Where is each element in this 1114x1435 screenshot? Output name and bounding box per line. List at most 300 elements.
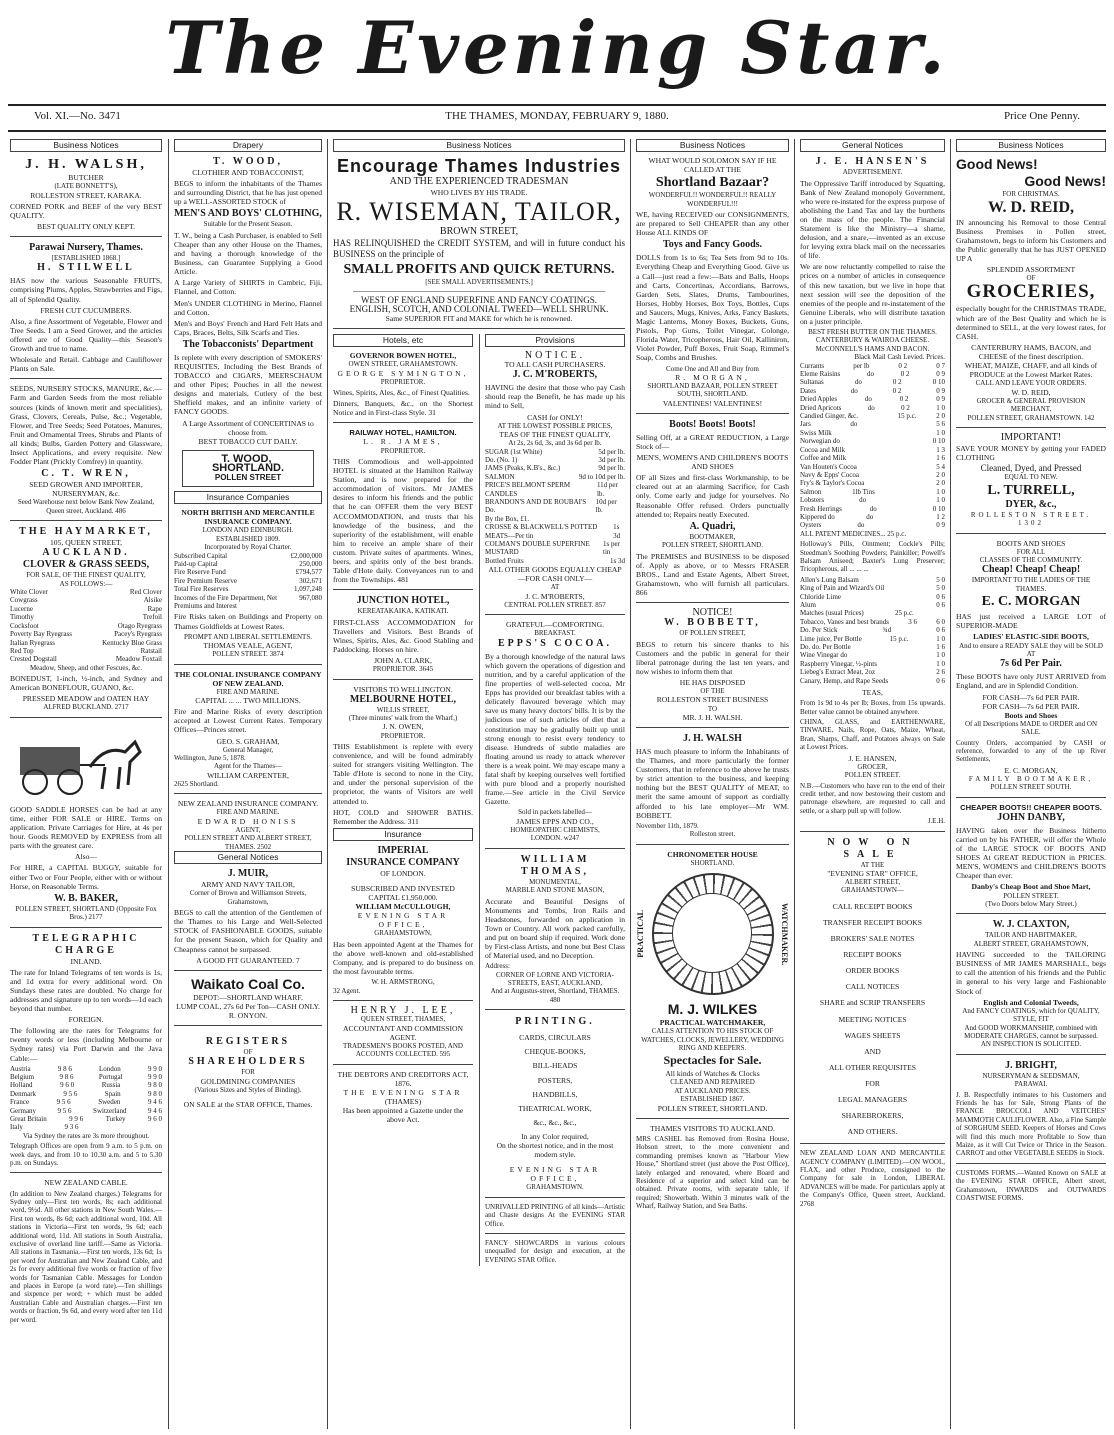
price-row-cell: 11d per lb. [596,481,618,498]
advertiser-name: W. D. REID, [987,198,1075,216]
address: OWEN STREET, GRAHAMSTOWN. [348,360,458,369]
ad-text: Via Sydney the rates are 3s more throughout. [22,1131,150,1140]
price-row-cell: Candied Ginger, &c. [800,412,859,421]
ad-text: Telegraph Offices are open from 9 a.m. to 5 p.m. on week days, and from 10 to 10.30 a.m. and 5 to 5.30 p.m. on Sundays. [10,1142,162,1168]
ad-text: LADIES' ELASTIC-SIDE BOOTS, [973,632,1089,642]
price-table [800,362,945,530]
sale-item: TRANSFER RECEIPT BOOKS [822,917,923,927]
ad-text: SUBSCRIBED AND INVESTED [351,883,455,893]
address: GRAHAMSTOWN. [526,1183,584,1192]
capital-row-cell: Subscribed Capital [174,551,228,560]
ad-text: AT AUCKLAND PRICES. [674,1086,751,1095]
ad-text: AS FOLLOWS:— [59,579,113,588]
ad-title: REGISTERS [205,1036,291,1047]
price-row-cell: 2 6 [936,668,945,677]
advertiser-name: JAMES EPPS AND CO., [516,816,594,826]
ad-text: especially bought for the CHRISTMAS TRADE, which are of the Best Quality and which he is determined to SELL, at the very lowest rates, for CASH. [956,304,1106,341]
ad-text: SAVE YOUR MONEY by getting your FADED CLOTHING [956,444,1106,463]
trade: BUTCHER [68,173,104,183]
capital-row-cell: £794,577 [295,568,322,577]
ad-text: THIS Establishment is replete with every convenience, and will be found admirably suited for strangers visiting Wellington. The Table d'Hote is second to none in the City, and under the personal supervision of the proprietor, the wants of Visitors are well attended to. [333,741,473,806]
ad-text: Sold in packets labelled— [518,808,592,817]
price-row-cell: 0 2 [892,378,902,387]
role: AGENT, [235,825,261,834]
capital-row [174,577,322,585]
hotel-name: JUNCTION HOTEL, [356,595,450,607]
sale-item: BROKERS' SALE NOTES [830,934,915,944]
price-row [800,420,945,428]
rate-row [10,1098,162,1106]
seed-row-cell: Crested Dogstail [10,655,57,664]
printing-list [485,1033,625,1127]
note: (LATE BONNETT'S), [54,182,118,191]
price-row-cell: Dried Apples [800,395,838,404]
role: PROPRIETOR. [380,731,426,740]
price-row-cell: Fresh Herrings [800,504,842,513]
ad-title: NOTICE! [692,607,733,619]
price-row [485,540,625,557]
price-row-cell: 0 9 [936,521,945,530]
trade: TAILOR AND HABITMAKER, [985,931,1077,940]
price-row [485,464,625,472]
ad-text: BONEDUST, 1-inch, ½-inch, and Sydney and American BONEFLOUR, GUANO, &c. [10,674,162,693]
rate-table [10,1065,162,1132]
address: CORNER OF LORNE AND VICTORIA-STREETS, EAST, AUCKLAND, [496,970,614,987]
price-row-cell: Jars [800,420,811,429]
rate-row-cell: 9 8 0 [147,1089,162,1098]
price-row [800,660,945,668]
price-row-cell: 1lb Tins [852,487,875,496]
capital-row [174,585,322,593]
ad-text: Is replete with every description of SMOKERS' REQUISITES, Including the Best Brands of TOBACCO and CIGARS, MEERSCHAUM and other Pipes; Pouches in all the newest designs and materials, Cutlery of the best Sheffield makes, and an infinite variety of FANCY GOODS. [174,352,322,417]
ad-text: HE HAS DISPOSED [679,677,746,687]
ad-text: Selling Off, at a GREAT REDUCTION, a Large Stock of— [636,432,789,451]
price-row-cell: 1 0 [936,428,945,437]
rate-row-cell: Spain [104,1089,121,1098]
ad-text: PROMPT AND LIBERAL SETTLEMENTS. [184,632,312,641]
ad-text: OF THE [700,687,725,695]
proprietor-name: L. R. JAMES, [363,437,443,447]
seed-row-cell: Poverty Bay Ryegrass [10,630,72,639]
rate-row-cell: 9 9 0 [148,1064,162,1073]
ad-text: CALLS ATTENTION TO HIS STOCK OF [651,1027,774,1036]
price-row-cell: do [850,420,858,429]
ad-text: BEST TOBACCO CUT DAILY. [198,436,298,446]
ad-text: Wholesale and Retail. Cabbage and Cauliflower Plants on Sale. [10,355,162,374]
ad-text: "EVENING STAR" OFFICE, [827,868,918,878]
ad-title: EPPS'S COCOA. [497,637,612,649]
printing-item: CARDS, CIRCULARS [519,1033,591,1043]
ad-text: NEW ZEALAND LOAN AND MERCANTILE AGENCY COMPANY (LIMITED).—ON WOOL, FLAX, and other Produce, consigned to the Company for sale in London, LIBERAL ADVANCES will be made. For particulars apply at the Company's Office, Queen street, Auckland. 2768 [800,1149,945,1208]
address: Corner of Brown and Williamson Streets, Grahamstown, [189,889,307,906]
ad-text: (Various Sizes and Styles of Binding). [194,1085,302,1094]
ad-text: OF all Sizes and first-class Workmanship, to be cleared out at an alarming Sacrifice, for Cash only. Come early and judge for yourselves. No Reasonable Offer refused. Orders punctually attended to; Repairs neatly Executed. [636,473,789,519]
capital-row-cell: Total Fire Reserves [174,585,229,594]
ad-title: CHRONOMETER HOUSE [667,849,758,859]
divider [174,1025,322,1026]
sale-item: ALL OTHER REQUISITES [828,1062,917,1072]
rate-row-cell: 9 5 6 [57,1106,72,1115]
price-row [800,601,945,609]
divider [333,589,473,590]
ad-text: TEAS OF THE FINEST QUALITY, [499,430,611,440]
ad-text: A GOOD FIT GUARANTEED. 7 [196,955,300,965]
divider [485,1233,625,1234]
ad-text: CALL AND LEAVE YOUR ORDERS. [975,379,1087,388]
ad-title: Spectacles for Sale. [663,1053,762,1068]
price-row-cell: 0 6 [936,626,945,635]
role: PROPRIETOR. [380,446,426,455]
divider [174,664,322,665]
price-row-cell: 0 6 [936,601,945,609]
ad-text: ON SALE at the STAR OFFICE, Thames. [183,1100,313,1110]
ad-title: Danby's Cheap Boot and Shoe Mart, [971,882,1091,892]
ad-text: All kinds of Watches & Clocks [665,1069,760,1079]
price-row [800,584,945,592]
price-row [800,471,945,479]
ad-headline: Good News! [1024,173,1106,190]
ad-text: Agent for the Thames— [213,762,283,771]
price-row-cell: Norwegian do [800,437,840,446]
seed-row [10,655,162,663]
seed-row [10,605,162,613]
sale-item: CALL RECEIPT BOOKS [832,901,913,911]
divider [956,1054,1106,1055]
ad-title: CHEAPER BOOTS!! CHEAPER BOOTS. [960,802,1102,812]
advertiser-name: W. B. BAKER, [54,892,118,904]
price-row-cell: Kippered do [800,512,835,521]
ad-text: CUSTOMS FORMS.—Wanted Known on SALE at the EVENING STAR OFFICE, Albert street, Grahamstown, INWARDS and OUTWARDS COASTWISE FORMS. [956,1168,1106,1202]
price-row-cell: 0 7 [936,361,945,370]
price-row [800,446,945,454]
ad-text: (Three minutes' walk from the Wharf,) [348,714,458,723]
section-header: Drapery [174,139,322,152]
rate-row [10,1123,162,1131]
ad-text: AN INSPECTION IS SOLICITED. [980,1040,1082,1049]
trade: MARBLE AND STONE MASON, [505,886,605,895]
advertiser-name: R. MORGAN, [675,372,750,382]
rate-row-cell: 9 6 0 [147,1115,162,1124]
ad-text: By a thorough knowledge of the natural laws which govern the operations of digestion and nutrition, and by a careful application of the fine properties of well-selected cocoa, Mr Epps has provided our breakfast tables with a delicately flavoured beverage which may save us many heavy doctors' bills. It is by the judicious use of such articles of diet that a constitution may be gradually built up until strong enough to resist every tendency to disease. Hundreds of subtle maladies are floating around us ready to attack wherever there is a weak point. We may escape many a fatal shaft by keeping ourselves well fortified with pure blood and a properly nourished frame.—See article in the Civil Service Gazette. [485,651,625,807]
price-row [800,437,945,445]
ad-text: PRESSED MEADOW and OATEN HAY [22,694,150,704]
price-row-cell: 15 p.c. [889,634,909,643]
ad-title: PRINTING. [515,1016,595,1028]
price-row-cell: Alum [800,601,816,609]
price-row-cell: 0 9 [936,370,945,379]
ad-text: IN announcing his Removal to those Central Business Premises in Pollen street, Grahamstown, begs to inform his Customers and the Public generally that he has JUST OPENED UP A [956,217,1106,263]
price-row-cell: 2 0 [936,479,945,488]
ad-text: FIRE AND MARINE. [216,687,280,696]
role: ACCOUNTANT AND COMMISSION AGENT. [343,1023,463,1042]
ad-text: CANTERBURY HAMS, BACON, and CHEESE of the finest description. [971,342,1091,361]
column-3 [333,139,625,1429]
price-row-cell: PRICE'S BELMONT SPERM CANDLES [485,481,571,498]
rate-row-cell: Belgium [10,1073,35,1081]
address: QUEEN STREET, THAMES, [360,1015,446,1024]
ad-text: Meadow, Sheep, and other Fescues, &c. [29,663,143,672]
price-row-cell: Swiss Milk [800,428,832,437]
price-row [800,454,945,462]
rate-row-cell: Sweden [98,1098,121,1107]
ad-text: BEGS to inform the inhabitants of the Thames and surrounding District, that he has just opened up a WELL-ASSORTED STOCK of [174,179,322,207]
capital-row-cell: £2,000,000 [290,551,322,560]
price-row-cell: Dates [800,386,816,395]
address: POLLEN STREET, SHORTLAND (Opposite Fox Bros.) 2177 [15,904,157,922]
logo-text: T. WOOD, [221,452,272,465]
rate-row-cell: Austria [10,1064,31,1073]
advertiser-name: C. T. WREN, [41,468,131,480]
proprietor-name: J. N. OWEN, [382,722,424,732]
ad-title: BOOTS AND SHOES [996,538,1066,548]
agent-name: THOMAS VEALE, AGENT, [203,641,293,651]
price-row-cell: 5 4 [936,462,945,471]
ad-text: CHINA, GLASS, and EARTHENWARE, TINWARE, Nails, Rope, Oats, Maize, Wheat, Bran, Sharps, Chaff, and Potatoes always on Sale at Lowest Prices. [800,717,945,752]
hotel-name: MELBOURNE HOTEL, [349,693,457,705]
ad-text: J. B. Respectfully intimates to his Customers and Friends he has for Sale, Strong Plants of the FRANCE BROCCOLI AND VEITCHES' MAMMOTH CAULIFLOWER. Also, a Fine Sample of SORGHUM SEED. Keepers of Horses and Cows will find this much more Profitable to Sow than Maize, as it will Cut Twice or Thrice in the Season. CARROT and other VEGETABLE SEEDS in Stock. [956,1090,1106,1158]
ad-text: Men's UNDER CLOTHING in Merino, Flannel and Cotton. [174,298,322,317]
sale-item: RECEIPT BOOKS [843,950,902,960]
advertiser-name: W. BOBBETT, [664,617,761,629]
advertiser-name: J. H. WALSH, [25,157,147,173]
role: FAMILY BOOTMAKER, [968,774,1094,783]
ad-text: HAS now the various Seasonable FRUITS, comprising Plums, Apples, Strawberries and Figs, all of Splendid Quality. [10,276,162,304]
price-row-cell: 1 6 [936,454,945,463]
address: WILLIS STREET, [376,705,430,714]
shop-sign-logo [182,450,314,487]
advertiser-name: J. BRIGHT, [1005,1059,1057,1071]
price-row [800,479,945,487]
ad-text: HAS much pleasure to inform the Inhabitants of the Thames, and more particularly the former Customers, that in reference to the above he trusts by strict attention to the business, and keeping nothing but the BEST QUALITY of MEAT, to merit the same amount of support as cordially afforded to his late employer—Mr WM. BOBBETT. [636,747,789,820]
subcolumn-hotels [333,334,473,1266]
divider [485,1009,625,1010]
column-divider [630,139,631,1429]
ad-text: TO [707,704,718,713]
rate-row-cell: 9 9 0 [147,1073,162,1081]
seed-row-cell: Red Top [10,646,34,655]
seed-row-cell: Pacey's Ryegrass [114,630,162,639]
sale-item: MEETING NOTICES [838,1014,907,1024]
price-row-cell: 0 10 [932,437,945,446]
price-row [485,557,625,565]
ad-title: Shortland Bazaar? [655,175,770,191]
hotel-name: GOVERNOR BOWEN HOTEL, [349,351,457,361]
ad-text: FOR SALE, OF THE FINEST QUALITY, [26,571,146,580]
trade: SEED GROWER AND IMPORTER, NURSERYMAN, &c. [29,480,143,499]
seed-row-cell: Meadow Foxtail [115,655,162,664]
capital-row-cell: 250,000 [299,560,322,569]
rate-row-cell: Portugal [98,1073,123,1081]
divider [956,913,1106,914]
price-row-cell: Allen's Lung Balsam [800,575,859,584]
price-list [485,448,625,566]
date: Wellington, June 5, 1878. [174,754,246,763]
price-row-cell: Canary, Hemp, and Rape Seeds [800,676,889,685]
dateline-rule [8,130,1106,132]
ad-text: [SEE SMALL ADVERTISEMENTS.] [425,278,533,287]
ad-title: NOW ON SALE [827,836,918,860]
subcolumn-provisions [479,334,625,1266]
clock-illustration-row [636,867,789,1001]
section-header: Business Notices [636,139,789,152]
ad-text: WONDERFUL!! WONDERFUL!! REALLY WONDERFUL!!! [648,191,777,208]
advertiser-name: J. H. WALSH [683,733,742,744]
price-row [485,473,625,481]
hotel-name: RAILWAY HOTEL, HAMILTON. [349,428,457,438]
divider [636,727,789,728]
ad-text: WHEAT, MAIZE, CHAFF, and all kinds of PRODUCE at the Lowest Market Rates. [964,361,1098,380]
rate-row-cell: 9 4 6 [148,1098,162,1107]
address: Seed Warehouse next below Bank New Zealand, Queen street, Auckland. 486 [17,498,155,515]
table-header: Black Mail Cash Levied. Prices. [854,353,945,362]
column-6 [800,139,945,1429]
rate-row-cell: 9 6 0 [60,1081,75,1090]
section-header: Provisions [485,334,625,347]
ad-text: Same SUPERIOR FIT and MAKE for which he is renowned. [385,313,573,323]
price-row-cell: SALMON [485,472,515,481]
seed-row-cell: Rape [147,604,162,613]
divider [485,1197,625,1198]
divider [174,793,322,794]
ad-text: Come One and All and Buy from [666,364,759,373]
ad-text: (THAMES) [384,1096,422,1106]
address: (Two Doors below Mary Street.) [985,899,1077,908]
price-row-cell: 9d to 10d per lb. [578,472,625,481]
rate-row-cell: Turkey [105,1115,126,1124]
price-row-cell: 2 0 [936,412,945,421]
section-header: Business Notices [956,139,1106,152]
address: ROLLESTON STREET. 1302 [970,510,1092,528]
advertiser-name: WILLIAM THOMAS, [520,853,590,877]
ad-text: Has been appointed Agent at the Thames for the above well-known and old-established Company, and is prepared to do business on the most favourable terms. [333,939,473,977]
address: PARAWAI. [1014,1080,1048,1089]
section-header: Insurance Companies [174,491,322,504]
column-divider [327,139,328,1429]
advertiser-name: T. WOOD, [212,156,284,168]
price-row-cell: 1 0 [936,651,945,660]
ad-title: Parawai Nursery, Thames. [29,241,143,253]
ad-text: EQUAL TO NEW. [1004,473,1058,482]
price-row-cell: do [867,403,875,412]
rate-row-cell: Switzerland [93,1106,127,1115]
ad-title: THE DEBTORS AND CREDITORS ACT, 1876. [337,1069,469,1088]
price-row-cell: 0 2 [898,361,908,370]
price-row-cell: 5 0 [936,575,945,584]
sale-item: ORDER BOOKS [845,966,900,976]
signature: J.E.H. [927,817,945,826]
price-row-cell: By the Box, £1. [485,514,530,523]
price-row-cell: 0 2 [901,403,910,412]
ad-text: Holloway's Pills, Ointment; Cockle's Pills; Steedman's Soothing Powders; Painkiller; Powell's Balsam Aniseed; Baxter's Lung Preserver; Tricopherous, all ... ... ... [800,540,945,574]
city: AUCKLAND. [42,547,130,559]
ad-title: INSURANCE COMPANY [346,856,460,868]
price-row-cell: 1 0 [936,487,945,496]
trade: ARMY AND NAVY TAILOR, [201,880,295,890]
price-row-cell: 1 0 [936,634,945,643]
ad-text: LUMP COAL, 27s 6d Per Ton—CASH ONLY. [176,1001,320,1011]
rate-row-cell: Germany [10,1106,37,1115]
price-row [800,404,945,412]
ad-text: BEST FRESH BUTTER ON THE THAMES. CANTERBURY & WAIROA CHEESE. McCONNELL'S HAMS AND BACON. [808,328,937,353]
rate-row [10,1115,162,1123]
ad-title: THAMES VISITORS TO AUCKLAND. [650,1123,775,1133]
seed-row-cell: Otago Ryegrass [117,621,162,630]
divider [956,533,1106,534]
ad-title: CLOVER & GRASS SEEDS, [22,559,150,571]
rate-row-cell: Russia [101,1081,121,1090]
ad-text: IMPORTANT TO THE LADIES OF THE THAMES. [971,576,1091,593]
ad-title: Toys and Fancy Goods. [662,239,763,251]
ad-title: SMALL PROFITS AND QUICK RETURNS. [343,262,615,278]
advertiser-name: J. E. HANSEN'S [815,156,930,168]
ad-title: IMPERIAL [377,844,429,856]
address: ROLLESTON STREET, KARAKA. [30,190,142,200]
divider [636,602,789,603]
role: GROCER & GENERAL PROVISION MERCHANT, [976,396,1086,414]
sale-item: AND OTHERS. [847,1127,898,1137]
price-row-cell: 5 6 [936,420,945,429]
ad-text: CORNED PORK and BEEF of the very BEST QUALITY. [10,201,162,220]
price-row-cell: 1 0 [936,659,945,668]
ad-text: EVENING STAR OFFICE, [509,1165,601,1184]
ad-title: GROCERIES, [966,281,1096,303]
price-row-cell: 0 9 [936,386,945,395]
divider [10,1172,162,1173]
clock-illustration [652,873,774,995]
capital-row-cell: 1,097,248 [294,585,322,594]
price-row-cell: 0 2 [892,386,902,395]
ad-text: Has been appointed a Gazette under the above Act. [342,1105,464,1124]
seed-row-cell: Ratstail [140,646,162,655]
capital-row [174,552,322,560]
ad-text: FANCY SHOWCARDS in various colours unequalled for design and execution, at the EVENING STAR Office. [485,1238,625,1264]
address: POLLEN STREET SOUTH. [990,783,1072,792]
divider [800,831,945,832]
seed-row-cell: Trefoil [142,613,162,622]
printing-item: THEATRICAL WORK, [518,1103,592,1113]
rate-row-cell: 9 5 6 [63,1089,78,1098]
rate-row-cell: London [99,1064,121,1073]
sale-item: SHARE and SCRIP TRANSFERS [819,998,926,1008]
ad-text: EVENING STAR OFFICE, [357,911,449,930]
ad-text: N.B.—Customers who have run to the end of their credit tether, and now bestowing their custom and patronage elsewhere, are requested to call and settle, or a sharp pull up will follow. [800,781,945,815]
rate-row-cell: Great Britain [10,1115,47,1124]
price-row-cell: Currants [800,361,825,370]
price-row-cell: Salmon [800,487,822,496]
price-row-cell: Oysters [800,521,822,530]
ad-text: On the shortest notice, and in the most modern style. [496,1140,614,1160]
price-row-cell: 1s per tin [603,540,620,557]
ad-text: We are now reluctantly compelled to raise the prices on a number of articles in consequence of this new taxation, but we live in hope that next session will see the deposition of the enemies of the people and re-instatement of the Genuine Liberals, who will distribute taxation on a juster principle. [800,262,945,326]
ad-headline: Encourage Thames Industries [336,156,622,177]
seed-row [10,613,162,621]
rate-row [10,1081,162,1089]
sale-item: SHAREBROKERS, [841,1111,904,1121]
address: ALBERT STREET, GRAHAMSTOWN, [973,939,1089,948]
price-row [800,378,945,386]
ad-text: Fire Risks taken on Buildings and Property on Thames Goldfields at Lowest Rates. [174,612,322,631]
rate-row [10,1073,162,1081]
ad-text: FOR CHRISTMAS. [1002,190,1060,199]
advertiser-name: J. C. M'ROBERTS, [512,369,598,381]
price-row-cell: BRANDON'S AND DE ROUBAI'S Do. [485,497,587,515]
address: POLLEN STREET AND ALBERT STREET, THAMES. 2502 [184,834,312,851]
ad-text: Of all Descriptions MADE to ORDER and ON SALE. [964,719,1097,737]
address: POLLEN STREET. [1003,891,1059,900]
price-row-cell: Van Houten's Cocoa [800,462,857,471]
price-row-cell: Eleme Raisins [800,370,841,379]
address: POLLEN STREET. [844,771,901,780]
